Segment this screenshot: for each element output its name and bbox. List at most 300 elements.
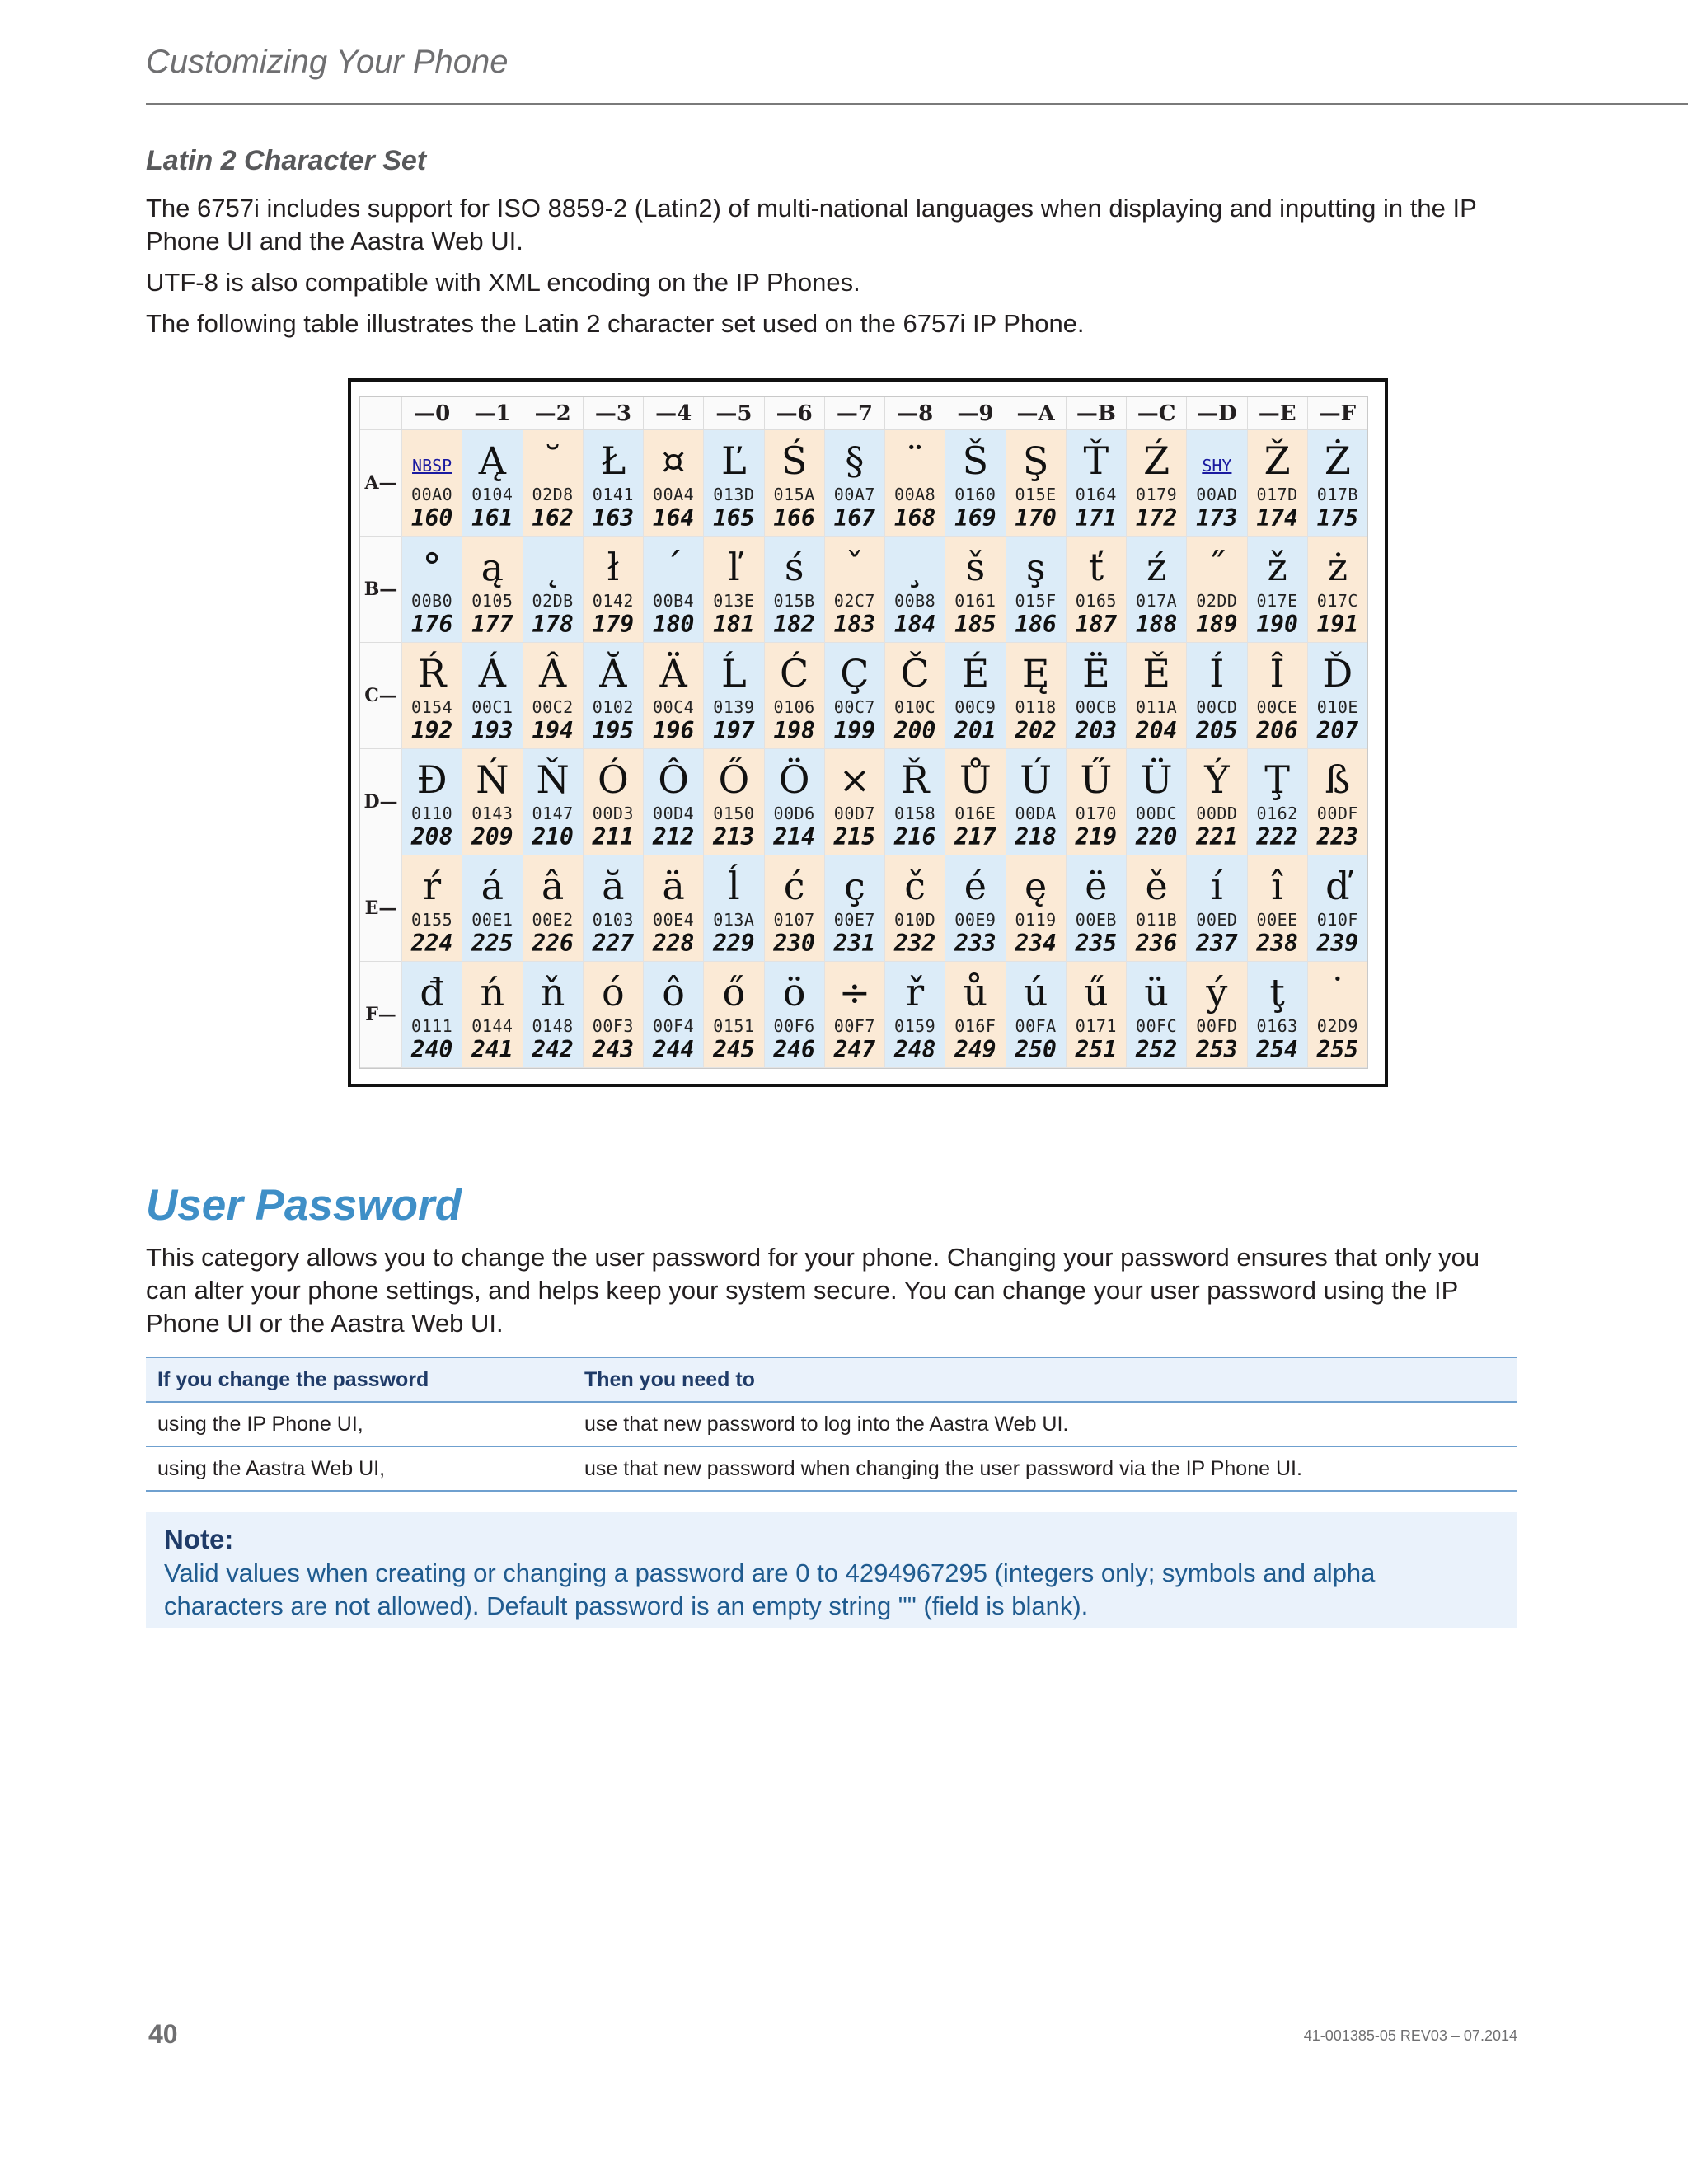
charset-hex-code: 00E9 [954, 910, 996, 930]
latin2-section [146, 145, 1517, 349]
charset-glyph: š [965, 545, 986, 589]
charset-hex-code: 00D6 [773, 804, 815, 823]
charset-glyph: Ü [1140, 757, 1173, 802]
latin2-heading: Latin 2 Character Set [146, 145, 427, 176]
charset-cell [884, 643, 945, 749]
charset-column-header: —A [1006, 397, 1066, 430]
charset-decimal-code: 238 [1256, 930, 1298, 957]
charset-column-header: —E [1247, 397, 1307, 430]
charset-glyph: ď [1325, 864, 1350, 908]
charset-cell [1247, 855, 1307, 962]
charset-glyph: ´ [663, 545, 683, 589]
charset-glyph: Ô [658, 757, 689, 802]
charset-cell [884, 855, 945, 962]
charset-decimal-code: 255 [1316, 1036, 1359, 1063]
charset-hex-code: 00DD [1196, 804, 1238, 823]
charset-cell [583, 430, 643, 537]
charset-glyph: Ë [1082, 651, 1110, 696]
charset-cell [1247, 962, 1307, 1068]
charset-glyph: Ç [840, 651, 870, 696]
charset-decimal-code: 235 [1075, 930, 1118, 957]
charset-cell [824, 430, 884, 537]
charset-hex-code: 00A7 [833, 485, 875, 504]
charset-hex-code: 00CB [1075, 697, 1117, 717]
charset-decimal-code: 212 [652, 823, 695, 851]
charset-glyph: Ă [599, 651, 627, 696]
charset-glyph: Â [539, 651, 567, 696]
table-row [146, 1446, 1517, 1491]
charset-hex-code: 0119 [1015, 910, 1057, 930]
charset-decimal-code: 206 [1256, 717, 1298, 744]
charset-hex-code: 00A0 [411, 485, 453, 504]
charset-glyph: é [964, 864, 987, 908]
charset-glyph: É [961, 651, 990, 696]
charset-glyph: Ę [1021, 651, 1050, 696]
note-label: Note: [164, 1524, 234, 1554]
charset-glyph: Á [478, 651, 506, 696]
charset-cell [1247, 643, 1307, 749]
charset-hex-code: 00FC [1136, 1016, 1178, 1036]
charset-glyph: Š [962, 438, 989, 483]
table-cell: use that new password to log into the Aastra Web UI. [573, 1402, 1517, 1446]
charset-hex-code: 02DB [532, 591, 574, 611]
charset-glyph: Č [900, 651, 930, 696]
charset-decimal-code: 175 [1316, 504, 1359, 532]
charset-cell [1186, 537, 1246, 643]
charset-decimal-code: 211 [592, 823, 635, 851]
charset-glyph: č [904, 864, 926, 908]
charset-hex-code: 017B [1316, 485, 1358, 504]
charset-hex-code: 0139 [713, 697, 755, 717]
charset-decimal-code: 198 [773, 717, 815, 744]
charset-cell [703, 430, 763, 537]
charset-cell [1307, 855, 1367, 962]
charset-cell [764, 643, 824, 749]
charset-hex-code: 017D [1256, 485, 1298, 504]
charset-hex-code: 017A [1136, 591, 1178, 611]
charset-hex-code: 00A4 [653, 485, 695, 504]
charset-cell [1247, 749, 1307, 855]
charset-cell [523, 962, 583, 1068]
charset-cell [401, 430, 462, 537]
charset-decimal-code: 193 [471, 717, 513, 744]
charset-hex-code: 0161 [954, 591, 996, 611]
charset-hex-code: 00D4 [653, 804, 695, 823]
charset-decimal-code: 184 [893, 611, 936, 638]
charset-decimal-code: 233 [954, 930, 996, 957]
charset-decimal-code: 181 [713, 611, 755, 638]
charset-hex-code: 0106 [773, 697, 815, 717]
charset-cell [1186, 749, 1246, 855]
charset-decimal-code: 240 [410, 1036, 453, 1063]
charset-row-header: F— [360, 962, 401, 1068]
charset-glyph: ě [1145, 864, 1168, 908]
charset-column-header: —5 [703, 397, 763, 430]
charset-cell [1006, 430, 1066, 537]
charset-glyph: ¨ [905, 438, 925, 483]
charset-hex-code: 0159 [894, 1016, 936, 1036]
charset-decimal-code: 229 [713, 930, 755, 957]
charset-cell [764, 962, 824, 1068]
charset-glyph: ů [963, 970, 988, 1015]
charset-glyph: ˝ [1207, 545, 1226, 589]
charset-cell [1247, 537, 1307, 643]
charset-decimal-code: 160 [410, 504, 453, 532]
charset-cell [945, 537, 1005, 643]
charset-glyph: ý [1206, 970, 1228, 1015]
charset-cell [462, 643, 522, 749]
charset-glyph: Î [1269, 651, 1285, 696]
charset-cell [884, 537, 945, 643]
charset-decimal-code: 226 [532, 930, 574, 957]
running-header-title: Customizing Your Phone [146, 44, 509, 80]
charset-table [359, 396, 1368, 1069]
charset-hex-code: 00C7 [833, 697, 875, 717]
charset-cell [1126, 537, 1186, 643]
charset-decimal-code: 189 [1196, 611, 1238, 638]
charset-cell [1307, 643, 1367, 749]
charset-hex-code: 011B [1136, 910, 1178, 930]
charset-glyph: ť [1088, 545, 1104, 589]
charset-cell [1006, 855, 1066, 962]
charset-hex-code: 00D7 [833, 804, 875, 823]
charset-glyph: ô [662, 970, 685, 1015]
charset-decimal-code: 222 [1256, 823, 1298, 851]
charset-cell [643, 749, 703, 855]
charset-decimal-code: 176 [410, 611, 453, 638]
charset-hex-code: 0110 [411, 804, 453, 823]
charset-decimal-code: 203 [1075, 717, 1118, 744]
charset-decimal-code: 221 [1196, 823, 1238, 851]
charset-decimal-code: 185 [954, 611, 996, 638]
charset-hex-code: 00DF [1316, 804, 1358, 823]
charset-decimal-code: 232 [893, 930, 936, 957]
charset-hex-code: 0111 [411, 1016, 453, 1036]
charset-hex-code: 00CD [1196, 697, 1238, 717]
charset-hex-code: 0179 [1136, 485, 1178, 504]
note-text: Valid values when creating or changing a password are 0 to 4294967295 (integers only; symbols and alpha characters are not allowed). Default password is an empty string "" (field is blank). [164, 1558, 1376, 1620]
charset-decimal-code: 161 [471, 504, 513, 532]
charset-glyph: ş [1025, 545, 1046, 589]
charset-cell [824, 749, 884, 855]
charset-cell [1006, 537, 1066, 643]
charset-glyph: á [481, 864, 504, 908]
charset-glyph: Ś [781, 438, 808, 483]
document-id: 41-001385-05 REV03 – 07.2014 [1303, 2027, 1517, 2044]
charset-hex-code: 00DA [1015, 804, 1057, 823]
charset-hex-code: 010D [894, 910, 936, 930]
charset-hex-code: 0155 [411, 910, 453, 930]
charset-decimal-code: 191 [1316, 611, 1359, 638]
charset-glyph: ĺ [728, 864, 740, 908]
charset-hex-code: 00C9 [954, 697, 996, 717]
charset-hex-code: 0104 [471, 485, 513, 504]
charset-glyph: đ [420, 970, 444, 1015]
charset-decimal-code: 244 [652, 1036, 695, 1063]
charset-glyph: ˙ [1328, 970, 1348, 1015]
charset-cell [945, 962, 1005, 1068]
charset-decimal-code: 215 [833, 823, 876, 851]
charset-row-header: E— [360, 855, 401, 962]
charset-cell [462, 537, 522, 643]
charset-hex-code: 00E7 [833, 910, 875, 930]
charset-cell [523, 855, 583, 962]
charset-decimal-code: 253 [1196, 1036, 1238, 1063]
charset-hex-code: 0118 [1015, 697, 1057, 717]
charset-decimal-code: 245 [713, 1036, 755, 1063]
charset-cell [1066, 430, 1126, 537]
charset-hex-code: 0147 [532, 804, 574, 823]
charset-hex-code: 00F4 [653, 1016, 695, 1036]
charset-hex-code: 00B0 [411, 591, 453, 611]
charset-hex-code: 015A [773, 485, 815, 504]
charset-figure [348, 378, 1388, 1087]
charset-glyph: ľ [728, 545, 740, 589]
charset-glyph: Ĺ [721, 651, 747, 696]
charset-row-header: B— [360, 537, 401, 643]
charset-decimal-code: 172 [1135, 504, 1178, 532]
note-box [146, 1512, 1517, 1628]
charset-cell [401, 643, 462, 749]
charset-decimal-code: 249 [954, 1036, 996, 1063]
charset-decimal-code: 165 [713, 504, 755, 532]
charset-glyph: Ż [1324, 438, 1351, 483]
charset-column-header: —3 [583, 397, 643, 430]
charset-cell [401, 537, 462, 643]
charset-cell [1126, 430, 1186, 537]
charset-hex-code: 0105 [471, 591, 513, 611]
charset-cell [764, 749, 824, 855]
charset-glyph: ž [1267, 545, 1287, 589]
charset-glyph: ł [607, 545, 620, 589]
charset-hex-code: 0170 [1075, 804, 1117, 823]
charset-glyph: Ů [959, 757, 992, 802]
charset-decimal-code: 190 [1256, 611, 1298, 638]
charset-glyph: í [1211, 864, 1223, 908]
charset-glyph: ú [1023, 970, 1048, 1015]
charset-glyph: Ŕ [417, 651, 447, 696]
latin2-paragraph-1: The 6757i includes support for ISO 8859-2 (Latin2) of multi-national languages when displaying and inputting in the IP Phone UI and the Aastra Web UI. [146, 194, 1477, 255]
charset-glyph: Ä [659, 651, 687, 696]
table-cell: using the IP Phone UI, [146, 1402, 573, 1446]
charset-decimal-code: 210 [532, 823, 574, 851]
charset-hex-code: 015B [773, 591, 815, 611]
charset-glyph: ą [481, 545, 504, 589]
charset-cell [945, 643, 1005, 749]
charset-glyph: î [1271, 864, 1283, 908]
charset-hex-code: 0143 [471, 804, 513, 823]
charset-decimal-code: 230 [773, 930, 815, 957]
charset-glyph: ę [1025, 864, 1048, 908]
charset-decimal-code: 247 [833, 1036, 876, 1063]
charset-decimal-code: 201 [954, 717, 996, 744]
charset-decimal-code: 228 [652, 930, 695, 957]
charset-decimal-code: 186 [1015, 611, 1057, 638]
user-password-title: User Password [146, 1181, 462, 1230]
charset-glyph: ¤ [661, 438, 686, 483]
charset-hex-code: 02D9 [1316, 1016, 1358, 1036]
page-header [146, 45, 1688, 105]
charset-hex-code: 0165 [1075, 591, 1117, 611]
charset-decimal-code: 179 [592, 611, 635, 638]
charset-decimal-code: 217 [954, 823, 996, 851]
charset-hex-code: 0160 [954, 485, 996, 504]
table-cell: using the Aastra Web UI, [146, 1446, 573, 1491]
charset-cell [1066, 537, 1126, 643]
charset-cell [703, 537, 763, 643]
charset-decimal-code: 251 [1075, 1036, 1118, 1063]
charset-decimal-code: 178 [532, 611, 574, 638]
charset-hex-code: 013E [713, 591, 755, 611]
charset-cell [643, 430, 703, 537]
charset-hex-code: 017E [1256, 591, 1298, 611]
charset-glyph: Ş [1022, 438, 1049, 483]
password-table-header-row [146, 1357, 1517, 1402]
charset-cell [1066, 749, 1126, 855]
charset-glyph: Ţ [1264, 757, 1290, 802]
charset-cell [583, 962, 643, 1068]
charset-decimal-code: 209 [471, 823, 513, 851]
charset-cell [1066, 962, 1126, 1068]
charset-cell [1126, 855, 1186, 962]
charset-hex-code: 02D8 [532, 485, 574, 504]
charset-decimal-code: 246 [773, 1036, 815, 1063]
charset-column-header: —7 [824, 397, 884, 430]
charset-decimal-code: 236 [1135, 930, 1178, 957]
charset-cell [462, 749, 522, 855]
charset-decimal-code: 188 [1135, 611, 1178, 638]
charset-cell [1186, 855, 1246, 962]
charset-hex-code: 00D3 [592, 804, 634, 823]
latin2-paragraph-2: UTF-8 is also compatible with XML encoding on the IP Phones. [146, 268, 860, 297]
charset-glyph: Ž [1264, 438, 1291, 483]
charset-hex-code: 00DC [1136, 804, 1178, 823]
charset-decimal-code: 241 [471, 1036, 513, 1063]
charset-glyph: × [838, 757, 871, 802]
charset-glyph: Ź [1143, 438, 1170, 483]
charset-glyph: Ű [1080, 757, 1113, 802]
charset-decimal-code: 216 [893, 823, 936, 851]
charset-hex-code: 015E [1015, 485, 1057, 504]
charset-decimal-code: 227 [592, 930, 635, 957]
charset-cell [824, 962, 884, 1068]
charset-cell [1307, 537, 1367, 643]
charset-cell [1307, 749, 1367, 855]
charset-hex-code: 00ED [1196, 910, 1238, 930]
charset-glyph: â [541, 864, 565, 908]
charset-cell [401, 749, 462, 855]
charset-cell [523, 537, 583, 643]
password-table-header-condition: If you change the password [146, 1357, 573, 1402]
charset-decimal-code: 213 [713, 823, 755, 851]
charset-cell [643, 643, 703, 749]
charset-decimal-code: 204 [1135, 717, 1178, 744]
charset-cell [884, 749, 945, 855]
charset-decimal-code: 163 [592, 504, 635, 532]
charset-hex-code: 0150 [713, 804, 755, 823]
charset-glyph: ä [662, 864, 685, 908]
charset-decimal-code: 177 [471, 611, 513, 638]
charset-hex-code: 0107 [773, 910, 815, 930]
charset-glyph: ż [1327, 545, 1348, 589]
charset-glyph: ň [540, 970, 565, 1015]
charset-row-header: C— [360, 643, 401, 749]
charset-glyph: Ň [536, 757, 570, 802]
charset-hex-code: 015F [1015, 591, 1057, 611]
charset-decimal-code: 171 [1075, 504, 1118, 532]
charset-hex-code: 00EB [1075, 910, 1117, 930]
charset-decimal-code: 169 [954, 504, 996, 532]
charset-hex-code: 0103 [592, 910, 634, 930]
charset-cell [1126, 962, 1186, 1068]
charset-decimal-code: 242 [532, 1036, 574, 1063]
charset-glyph: ź [1146, 545, 1167, 589]
charset-hex-code: 00A8 [894, 485, 936, 504]
charset-column-header: —D [1186, 397, 1246, 430]
charset-row-header: D— [360, 749, 401, 855]
charset-cell [583, 855, 643, 962]
charset-decimal-code: 187 [1075, 611, 1118, 638]
charset-decimal-code: 194 [532, 717, 574, 744]
charset-cell [1307, 430, 1367, 537]
charset-glyph: ţ [1269, 970, 1285, 1015]
charset-glyph: SHY [1202, 456, 1232, 476]
charset-decimal-code: 231 [833, 930, 876, 957]
charset-cell [764, 537, 824, 643]
charset-cell [1006, 643, 1066, 749]
charset-decimal-code: 196 [652, 717, 695, 744]
charset-column-header: —6 [764, 397, 824, 430]
charset-glyph: § [845, 438, 865, 483]
charset-glyph: Ć [780, 651, 809, 696]
charset-hex-code: 0144 [471, 1016, 513, 1036]
charset-decimal-code: 167 [833, 504, 876, 532]
user-password-intro: This category allows you to change the user password for your phone. Changing your password ensures that only you can alter your phone settings, and helps keep your system secure. You can change your user password using the IP Phone UI or the Aastra Web UI. [146, 1243, 1480, 1338]
charset-glyph: ü [1144, 970, 1169, 1015]
charset-hex-code: 0154 [411, 697, 453, 717]
charset-cell [583, 749, 643, 855]
charset-hex-code: 00E2 [532, 910, 574, 930]
charset-decimal-code: 208 [410, 823, 453, 851]
charset-glyph: Ö [778, 757, 810, 802]
charset-decimal-code: 225 [471, 930, 513, 957]
charset-decimal-code: 205 [1196, 717, 1238, 744]
charset-cell [945, 749, 1005, 855]
charset-glyph: ć [783, 864, 805, 908]
charset-decimal-code: 219 [1075, 823, 1118, 851]
charset-cell [1186, 962, 1246, 1068]
charset-glyph: Đ [416, 757, 448, 802]
charset-decimal-code: 192 [410, 717, 453, 744]
charset-cell [1066, 643, 1126, 749]
charset-hex-code: 00FA [1015, 1016, 1057, 1036]
charset-cell [703, 749, 763, 855]
charset-glyph: ś [784, 545, 804, 589]
charset-glyph: ë [1085, 864, 1108, 908]
charset-decimal-code: 173 [1196, 504, 1238, 532]
charset-cell [1006, 749, 1066, 855]
charset-decimal-code: 234 [1015, 930, 1057, 957]
charset-hex-code: 0164 [1075, 485, 1117, 504]
charset-decimal-code: 243 [592, 1036, 635, 1063]
charset-decimal-code: 197 [713, 717, 755, 744]
charset-column-header: —9 [945, 397, 1005, 430]
charset-cell [884, 962, 945, 1068]
charset-hex-code: 0141 [592, 485, 634, 504]
charset-glyph: ű [1084, 970, 1109, 1015]
charset-hex-code: 00C2 [532, 697, 574, 717]
charset-glyph: Ý [1204, 757, 1230, 802]
